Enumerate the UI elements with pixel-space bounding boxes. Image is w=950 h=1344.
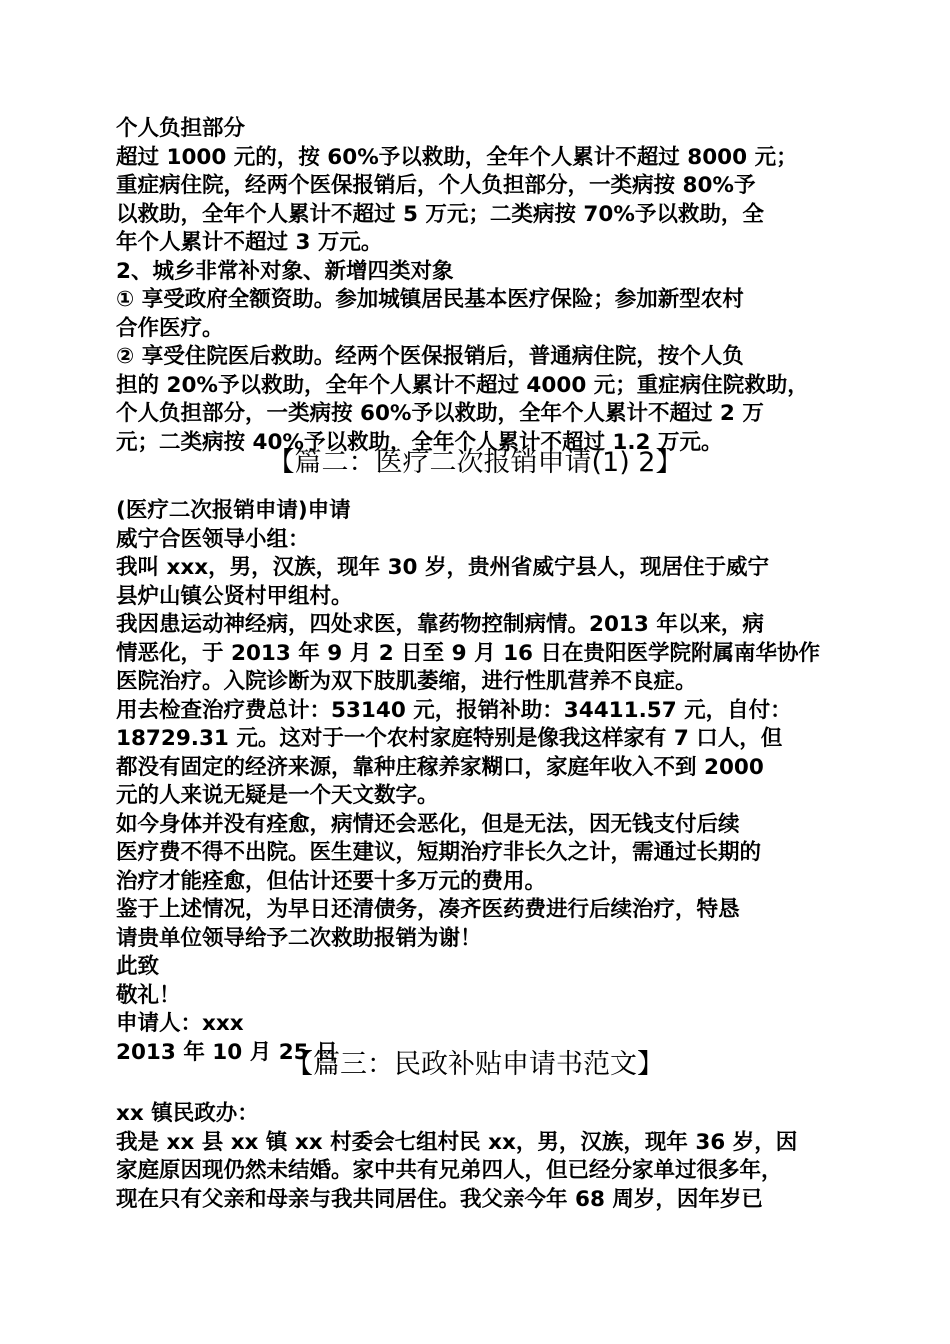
text-line: 我因患运动神经病，四处求医，靠药物控制病情。2013 年以来，病 [116, 612, 764, 637]
text-line: 请贵单位领导给予二次救助报销为谢！ [116, 925, 482, 951]
text-line: ② 享受住院医后救助。经两个医保报销后，普通病住院，按个人负 [116, 344, 744, 369]
text-line: 个人负担部分 [116, 116, 246, 141]
text-line: 年个人累计不超过 3 万元。 [116, 230, 383, 255]
text-line: 元的人来说无疑是一个天文数字。 [116, 783, 439, 808]
text-line: 个人负担部分，一类病按 60%予以救助，全年个人累计不超过 2 万 [116, 401, 764, 426]
text-line: 18729.31 元。这对于一个农村家庭特别是像我这样家有 7 口人，但 [116, 726, 783, 751]
section-two-heading: 【篇二：医疗二次报销申请(1) 2】 [267, 447, 683, 478]
text-line: 我叫 xxx，男，汉族，现年 30 岁，贵州省威宁县人，现居住于威宁 [116, 555, 769, 580]
text-line: xx 镇民政办： [116, 1101, 259, 1126]
text-line: 家庭原因现仍然未结婚。家中共有兄弟四人，但已经分家单过很多年， [116, 1158, 783, 1183]
text-line: 威宁合医领导小组： [116, 526, 310, 552]
text-line: 用去检查治疗费总计：53140 元，报销补助：34411.57 元，自付： [116, 697, 792, 723]
text-line: 重症病住院，经两个医保报销后，个人负担部分，一类病按 80%予 [116, 173, 756, 198]
text-line: 超过 1000 元的，按 60%予以救助，全年个人累计不超过 8000 元； [116, 144, 798, 170]
text-line: 治疗才能痊愈，但估计还要十多万元的费用。 [116, 868, 547, 894]
text-line: 元；二类病按 40%予以救助，全年个人累计不超过 1.2 万元。 [116, 429, 723, 455]
text-line: 县炉山镇公贤村甲组村。 [116, 583, 353, 609]
text-line: 2、城乡非常补对象、新增四类对象 [116, 258, 454, 284]
text-line: 我是 xx 县 xx 镇 xx 村委会七组村民 xx，男，汉族，现年 36 岁，因 [116, 1129, 798, 1155]
text-line: 担的 20%予以救助，全年个人累计不超过 4000 元；重症病住院救助， [116, 372, 809, 398]
text-line: 情恶化，于 2013 年 9 月 2 日至 9 月 16 日在贵阳医学院附属南华协作 [116, 640, 820, 666]
text-line: 医院治疗。入院诊断为双下肢肌萎缩，进行性肌营养不良症。 [116, 669, 697, 694]
text-line: 敬礼！ [116, 982, 181, 1008]
text-line: 如今身体并没有痊愈，病情还会恶化，但是无法，因无钱支付后续 [116, 811, 740, 837]
text-line: 2013 年 10 月 25 日 [116, 1039, 338, 1065]
section-three-text [116, 1100, 840, 1214]
text-line: (医疗二次报销申请)申请 [116, 498, 351, 523]
section-one-text [116, 115, 840, 457]
text-line: 鉴于上述情况，为早日还清债务，凑齐医药费进行后续治疗，特恳 [116, 897, 740, 922]
text-line: 以救助，全年个人累计不超过 5 万元；二类病按 70%予以救助，全 [116, 201, 764, 227]
section-two-text [116, 497, 840, 1067]
text-line: ① 享受政府全额资助。参加城镇居民基本医疗保险；参加新型农村 [116, 287, 744, 312]
text-line: 医疗费不得不出院。医生建议，短期治疗非长久之计，需通过长期的 [116, 840, 762, 865]
text-line: 此致 [116, 954, 160, 979]
text-line: 现在只有父亲和母亲与我共同居住。我父亲今年 68 周岁，因年岁已 [116, 1186, 763, 1212]
text-line: 申请人：xxx [116, 1011, 244, 1036]
text-line: 合作医疗。 [116, 315, 224, 341]
section-three-heading: 【篇三：民政补贴申请书范文】 [286, 1049, 664, 1080]
text-line: 都没有固定的经济来源，靠种庄稼养家糊口，家庭年收入不到 2000 [116, 754, 764, 780]
